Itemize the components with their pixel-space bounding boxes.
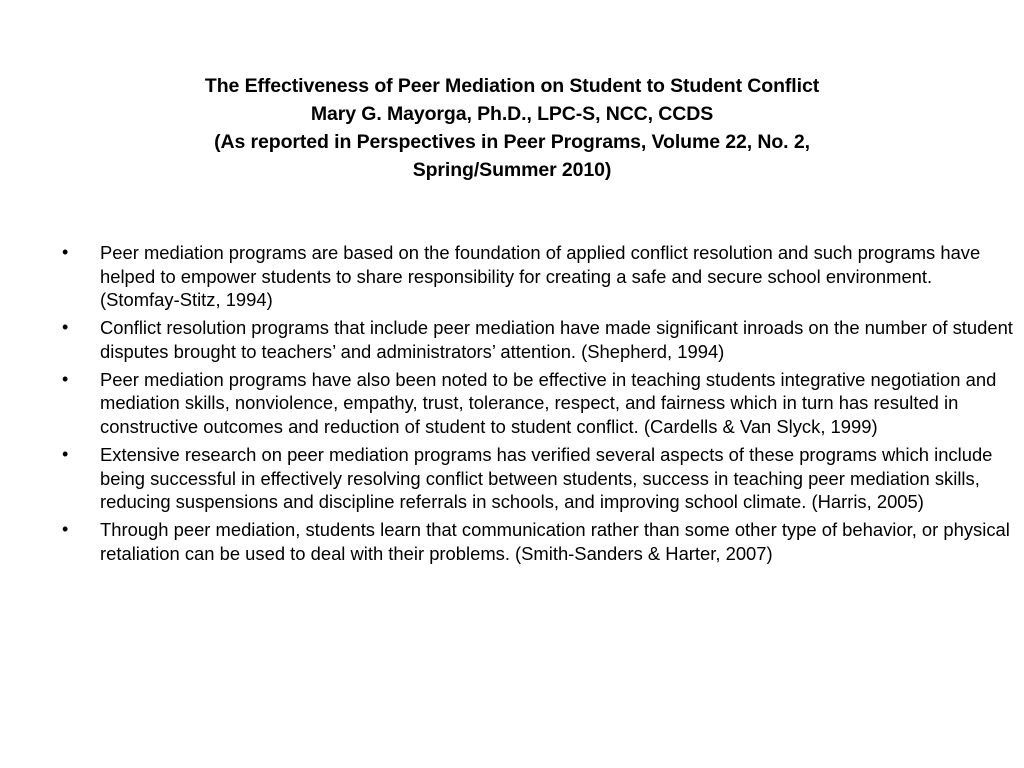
bullet-text: Peer mediation programs are based on the foundation of applied conflict resolution and such programs have helped to empower students to share responsibility for creating a safe and secure school environment. (Stomfay-Stitz, 1994) bbox=[100, 242, 981, 311]
bullet-item bbox=[60, 316, 1016, 363]
bullet-text: Extensive research on peer mediation programs has verified several aspects of these programs which include being successful in effectively resolving conflict between students, success in teaching peer mediation skills, reducing suspensions and discipline referrals in schools, and improving school climate. (Harris, 2005) bbox=[100, 443, 993, 513]
bullet-item bbox=[60, 443, 1016, 514]
title-line-2: Mary G. Mayorga, Ph.D., LPC-S, NCC, CCDS bbox=[310, 103, 714, 125]
title-line-3: (As reported in Perspectives in Peer Programs, Volume 22, No. 2, bbox=[214, 131, 810, 153]
bullet-icon: • bbox=[62, 519, 69, 540]
bullet-text: Peer mediation programs have also been noted to be effective in teaching students integrative negotiation and mediation skills, nonviolence, empathy, trust, tolerance, respect, and fairness which in turn has resulted in constructive outcomes and reduction of student to student conflict. (Cardells & Van Slyck, 1999) bbox=[100, 368, 997, 437]
title-line-4: Spring/Summer 2010) bbox=[412, 159, 612, 181]
bullet-list bbox=[60, 241, 1016, 570]
slide-title bbox=[60, 72, 964, 184]
bullet-icon: • bbox=[62, 443, 69, 464]
bullet-text: Through peer mediation, students learn that communication rather than some other type of behavior, or physical retaliation can be used to deal with their problems. (Smith-Sanders & Harter, 2007) bbox=[100, 519, 1010, 564]
bullet-icon: • bbox=[62, 317, 69, 338]
bullet-item bbox=[60, 518, 1016, 565]
bullet-icon: • bbox=[62, 368, 69, 389]
bullet-icon: • bbox=[62, 242, 69, 262]
title-line-1: The Effectiveness of Peer Mediation on Student to Student Conflict bbox=[204, 75, 820, 97]
bullet-text: Conflict resolution programs that include peer mediation have made significant inroads on the number of student disputes brought to teachers’ and administrators’ attention. (Shepherd, 1994) bbox=[100, 317, 1013, 362]
bullet-item bbox=[60, 241, 1016, 312]
bullet-item bbox=[60, 368, 1016, 439]
